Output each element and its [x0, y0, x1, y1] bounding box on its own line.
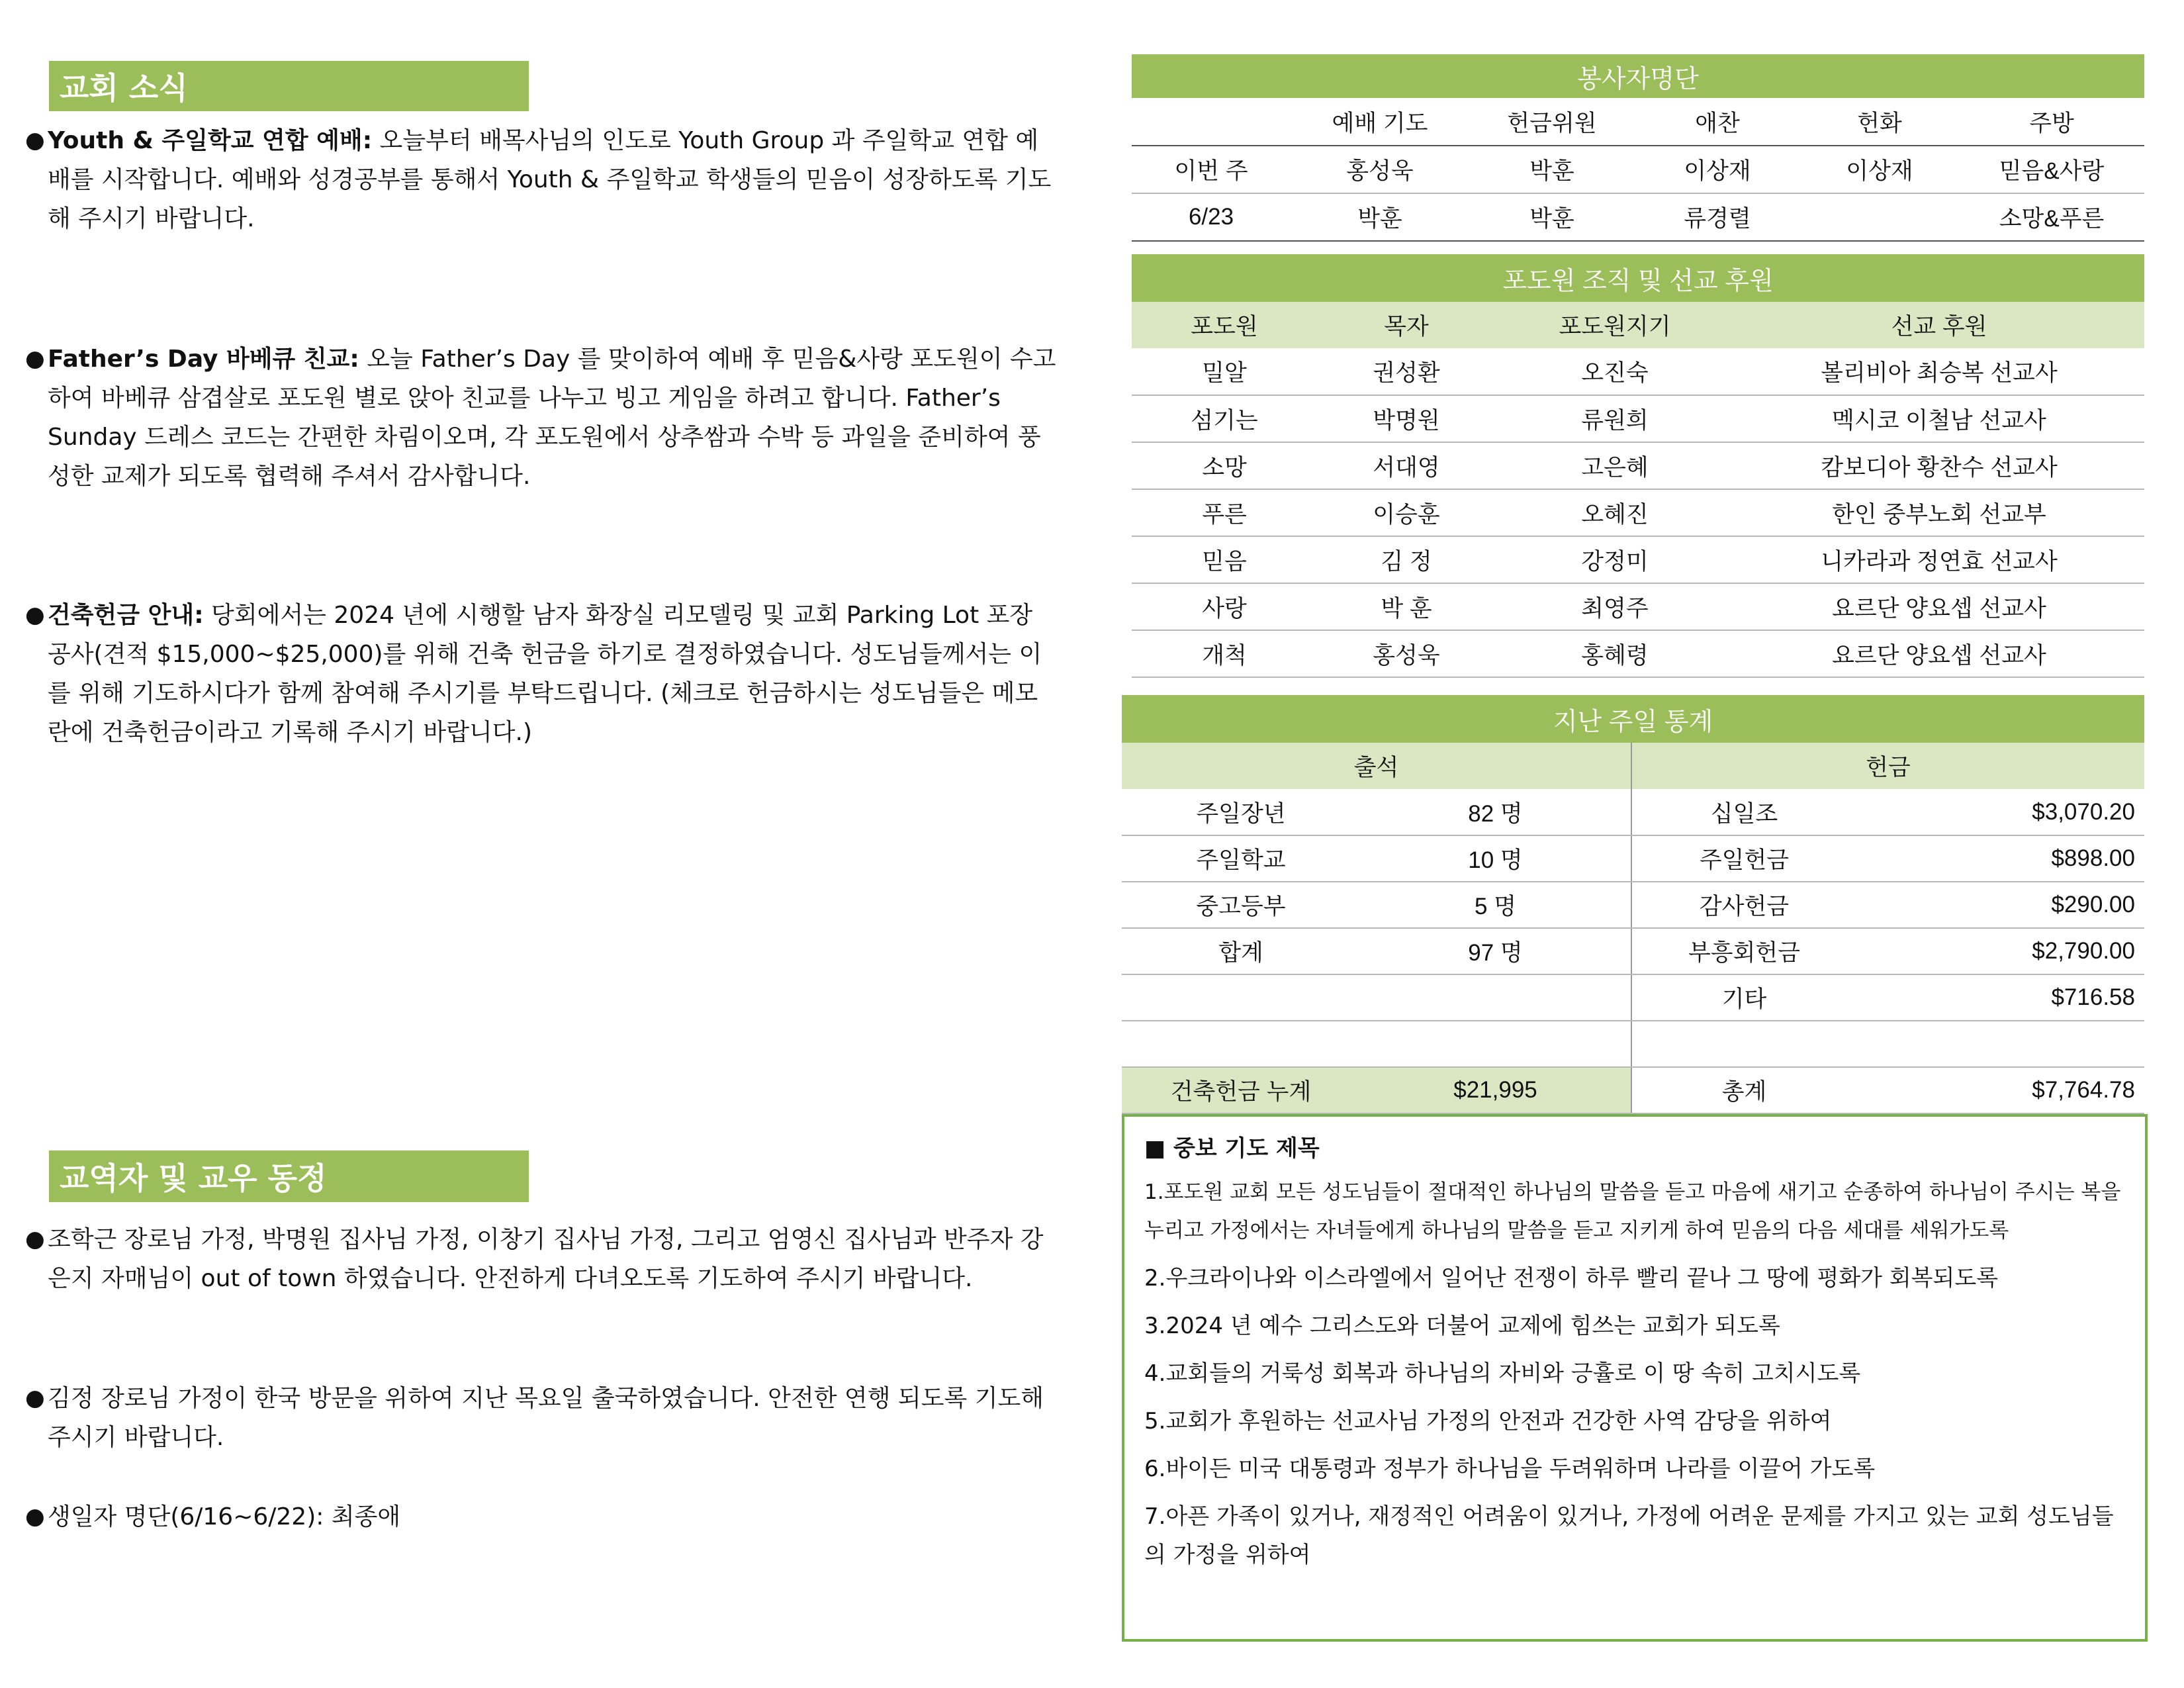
prayer-item: 1.포도원 교회 모든 성도님들이 절대적인 하나님의 말씀을 듣고 마음에 새기고 순종하여 하나님이 주시는 복을 누리고 가정에서는 자녀들에게 하나님의 말씀을 듣고 지키게 하여 믿음의 다음 세대를 세워가도록	[1144, 1180, 2121, 1243]
vineyard-header: 포도원	[1191, 314, 1258, 340]
prayer-title: ■ 중보 기도 제목	[1144, 1135, 1320, 1162]
stats-row: 합계 97 명 부흥회헌금 $2,790.00	[1122, 928, 2144, 974]
stats-title: 지난 주일 통계	[1122, 695, 2144, 743]
volunteer-header: 애찬	[1635, 98, 1800, 146]
vineyard-header: 목자	[1384, 314, 1429, 340]
prayer-box	[1122, 1114, 2148, 1642]
attendance-header: 출석	[1122, 743, 1631, 789]
building-fund-label: 건축헌금 누계	[1122, 1067, 1360, 1113]
prayer-item: 4.교회들의 거룩성 회복과 하나님의 자비와 긍휼로 이 땅 속히 고치시도록	[1144, 1360, 1861, 1387]
vineyard-row: 개척 홍성욱 홍혜령 요르단 양요셉 선교사	[1132, 630, 2144, 677]
vineyard-header: 선교 후원	[1891, 314, 1987, 340]
bullet-icon: ●	[25, 1503, 45, 1530]
volunteer-header	[1132, 98, 1291, 146]
vineyard-header: 포도원지기	[1559, 314, 1671, 340]
vineyard-row: 섬기는 박명원 류원희 멕시코 이철남 선교사	[1132, 395, 2144, 442]
prayer-item: 6.바이든 미국 대통령과 정부가 하나님을 두려워하며 나라를 이끌어 가도록	[1144, 1456, 1876, 1482]
vineyard-row: 푸른 이승훈 오혜진 한인 중부노회 선교부	[1132, 489, 2144, 536]
staff-news-item: ● 조학근 장로님 가정, 박명원 집사님 가정, 이창기 집사님 가정, 그리고 엄영신 집사님과 반주자 강은지 자매님이 out of town 하였습니다. 안전하게 다녀오도록 기도하여 주시기 바랍니다.	[48, 1220, 1060, 1298]
volunteer-title: 봉사자명단	[1132, 54, 2144, 98]
news-item: ● Father’s Day 바베큐 친교: 오늘 Father’s Day 를 맞이하여 예배 후 믿음&사랑 포도원이 수고하여 바베큐 삼겹살로 포도원 별로 앉아 친교를 나누고 빙고 게임을 하려고 합니다. Father’s Sunday 드레스 코드는 간편한 차림이오며, 각 포도원에서 상추쌈과 수박 등 과일을 준비하여 풍성한 교제가 되도록 협력해 주셔서 감사합니다.	[48, 340, 1060, 496]
bullet-icon: ●	[25, 1385, 45, 1411]
vineyard-row: 믿음 김 정 강정미 니카라과 정연효 선교사	[1132, 536, 2144, 583]
volunteer-header: 헌화	[1800, 98, 1959, 146]
volunteer-header: 헌금위원	[1469, 98, 1635, 146]
vineyard-row: 소망 서대영 고은혜 캄보디아 황찬수 선교사	[1132, 442, 2144, 489]
total-value: $7,764.78	[1856, 1067, 2144, 1113]
offering-header: 헌금	[1866, 755, 1911, 780]
volunteer-header: 예배 기도	[1291, 98, 1469, 146]
vineyard-table	[1132, 254, 2144, 678]
stats-row: 주일학교 10 명 주일헌금 $898.00	[1122, 835, 2144, 882]
stats-row	[1122, 1021, 2144, 1067]
vineyard-title: 포도원 조직 및 선교 후원	[1132, 254, 2144, 302]
vineyard-row: 사랑 박 훈 최영주 요르단 양요셉 선교사	[1132, 583, 2144, 630]
prayer-item: 2.우크라이나와 이스라엘에서 일어난 전쟁이 하루 빨리 끝나 그 땅에 평화가 회복되도록	[1144, 1265, 1999, 1291]
total-label: 총계	[1631, 1067, 1856, 1113]
bullet-icon: ●	[25, 346, 45, 372]
volunteer-row: 이번 주 홍성욱 박훈 이상재 이상재 믿음&사랑	[1132, 146, 2144, 193]
building-fund-value: $21,995	[1360, 1067, 1631, 1113]
stats-row: 주일장년 82 명 십일조 $3,070.20	[1122, 789, 2144, 835]
news-item: ● 건축헌금 안내: 당회에서는 2024 년에 시행할 남자 화장실 리모델링 및 교회 Parking Lot 포장 공사(견적 $15,000~$25,000)를 위해 건축 헌금을 하기로 결정하였습니다. 성도님들께서는 이를 위해 기도하시다가 함께 참여해 주시기를 부탁드립니다. (체크로 헌금하시는 성도님들은 메모란에 건축헌금이라고 기록해 주시기 바랍니다.)	[48, 596, 1060, 752]
stats-row: 중고등부 5 명 감사헌금 $290.00	[1122, 882, 2144, 928]
prayer-item: 7.아픈 가족이 있거나, 재정적인 어려움이 있거나, 가정에 어려운 문제를 가지고 있는 교회 성도님들의 가정을 위하여	[1144, 1503, 2114, 1568]
staff-news-item: ● 김정 장로님 가정이 한국 방문을 위하여 지난 목요일 출국하였습니다. 안전한 연행 되도록 기도해 주시기 바랍니다.	[48, 1379, 1060, 1457]
vineyard-row: 밀알 권성환 오진숙 볼리비아 최승복 선교사	[1132, 348, 2144, 395]
bullet-icon: ●	[25, 1226, 45, 1252]
stats-total-row	[1122, 1067, 2144, 1113]
birthday-item: ● 생일자 명단(6/16~6/22): 최종애	[48, 1497, 1060, 1536]
bullet-icon: ●	[25, 127, 45, 154]
news-item: ● Youth & 주일학교 연합 예배: 오늘부터 배목사님의 인도로 Youth Group 과 주일학교 연합 예배를 시작합니다. 예배와 성경공부를 통해서 Youth & 주일학교 학생들의 믿음이 성장하도록 기도해 주시기 바랍니다.	[48, 121, 1060, 238]
stats-row: 기타 $716.58	[1122, 974, 2144, 1021]
prayer-item: 3.2024 년 예수 그리스도와 더불어 교제에 힘쓰는 교회가 되도록	[1144, 1313, 1780, 1339]
staff-news-title: 교역자 및 교우 동정	[49, 1150, 529, 1202]
stats-table	[1122, 695, 2144, 1114]
prayer-item: 5.교회가 후원하는 선교사님 가정의 안전과 건강한 사역 감당을 위하여	[1144, 1408, 1832, 1434]
volunteer-row: 6/23 박훈 박훈 류경렬 소망&푸른	[1132, 193, 2144, 241]
church-news-title: 교회 소식	[49, 61, 529, 111]
bullet-icon: ●	[25, 602, 45, 628]
volunteer-table	[1132, 54, 2144, 242]
volunteer-header: 주방	[1959, 98, 2144, 146]
